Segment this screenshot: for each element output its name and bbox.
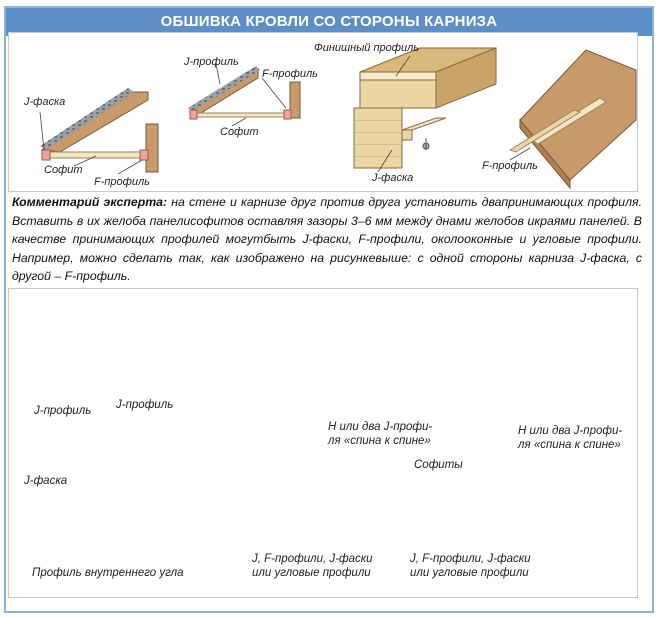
label-j-profil-a: J-профиль [34,405,92,417]
label-f-profil-4: F-профиль [482,160,538,172]
label-j-faska: J-фаска [24,475,68,487]
label-h-left [328,420,432,448]
label-sofit-2: Софит [220,126,259,138]
label-j-faska-1: J-фаска [24,96,66,108]
label-h-right-line2: ля «спина к спине» [518,439,621,451]
label-sofit-1: Софит [44,164,83,176]
label-inner-corner: Профиль внутреннего угла [32,567,184,579]
label-f-profil-2: F-профиль [262,68,318,80]
label-h-left-line2: ля «спина к спине» [328,435,431,447]
finish-profile-diagram [354,48,496,172]
label-h-right [518,424,622,452]
label-j-profil-b: J-профиль [116,399,174,411]
label-profiles-right [410,552,531,580]
label-h-left-line1: Н или два J-профи- [328,421,433,433]
comment-text: на стене и карнизе друг против друга установить двапринимающих профиля. Вставить в их желоба панелисофитов оставляя зазоры 3–6 мм между днами желобов икраями панелей. В качестве принимающих профилей могутбыть J-фаски, F-профили, околооконные и угловые профили. Например, можно сделать так, как изображено на рисункевыше: с одной стороны карниза J-фаска, с другой – F-профиль. [12,195,643,283]
label-j-profil-2: J-профиль [184,56,239,68]
label-sofity: Софиты [414,459,463,471]
label-profiles-left-line1: J, F-профили, J-фаски [252,553,373,565]
label-profiles-right-line2: или угловые профили [410,567,529,579]
label-finish-profil: Финишный профиль [314,42,420,54]
comment-lead: Комментарий эксперта: [12,195,168,209]
label-j-faska-3: J-фаска [372,172,414,184]
expert-comment [12,193,642,286]
label-f-profil-1: F-профиль [94,176,150,188]
page-title: ОБШИВКА КРОВЛИ СО СТОРОНЫ КАРНИЗА [6,8,652,36]
label-h-right-line1: Н или два J-профи- [518,425,623,437]
label-profiles-left [252,552,373,580]
label-profiles-right-line1: J, F-профили, J-фаски [410,553,531,565]
label-profiles-left-line2: или угловые профили [252,567,371,579]
